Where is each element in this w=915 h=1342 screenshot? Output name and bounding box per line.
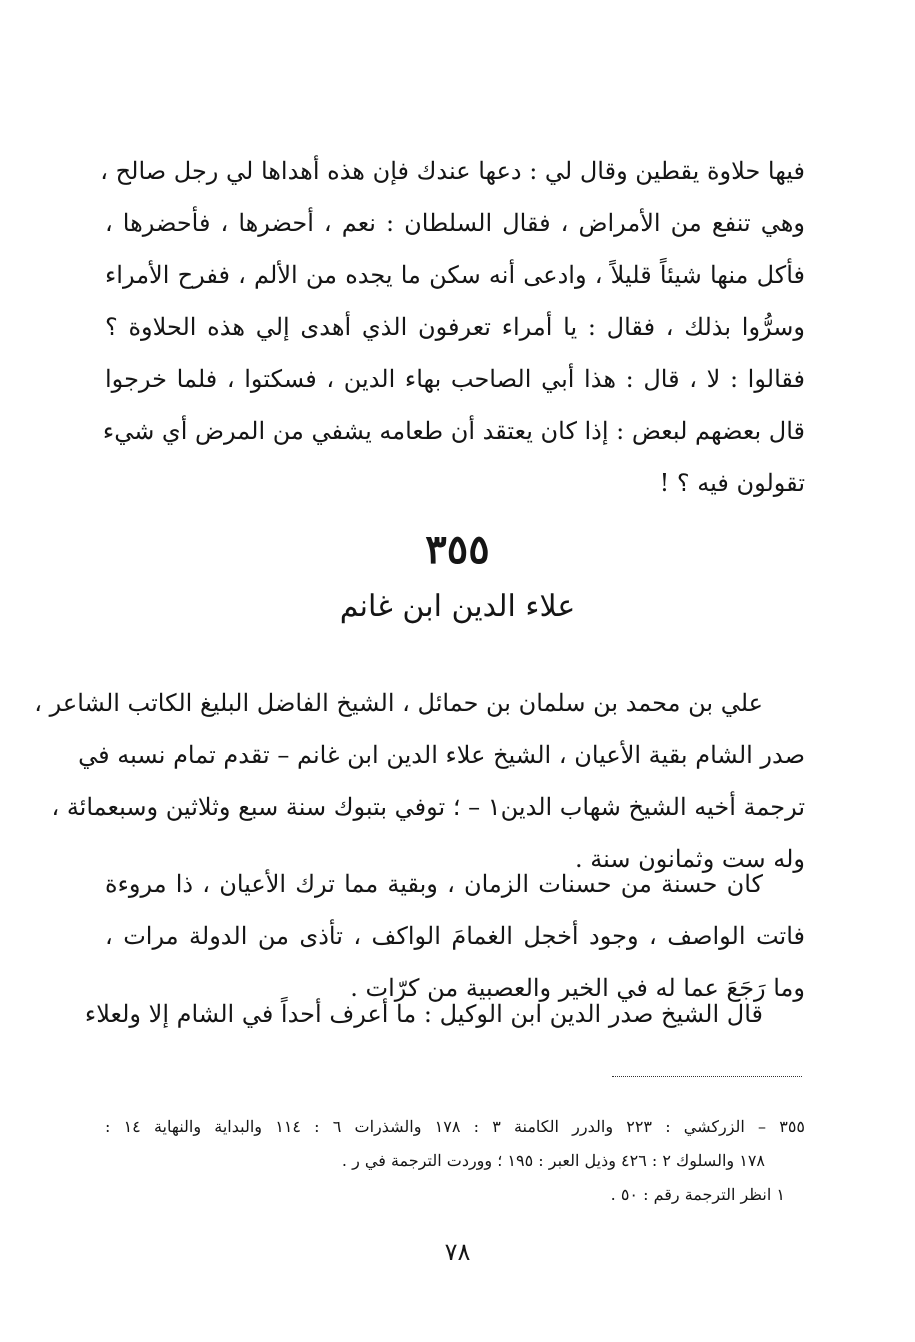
text-line: قال الشيخ صدر الدين ابن الوكيل : ما أعرف أحداً في الشام إلا ولعلاء: [84, 1000, 763, 1028]
text-line: تقولون فيه ؟ !: [659, 469, 805, 497]
text-line: قال بعضهم لبعض : إذا كان يعتقد أن طعامه يشفي من المرض أي شيء: [102, 417, 805, 445]
text-line: فأكل منها شيئاً قليلاً ، وادعى أنه سكن ما يجده من الألم ، ففرح الأمراء: [105, 261, 805, 289]
text-line: وله ست وثمانون سنة .: [575, 845, 805, 873]
entry-title: علاء الدين ابن غانم: [339, 589, 576, 624]
footnotes: [105, 1110, 805, 1212]
text-line: وهي تنفع من الأمراض ، فقال السلطان : نعم ، أحضرها ، فأحضرها ،: [105, 209, 805, 237]
biography-paragraph: [34, 677, 805, 885]
footnote-source-line: ١٧٨ والسلوك ٢ : ٤٢٦ وذيل العبر : ١٩٥ ؛ ووردت الترجمة في ر .: [341, 1151, 765, 1170]
text-line: علي بن محمد بن سلمان بن حمائل ، الشيخ الفاضل البليغ الكاتب الشاعر ،: [34, 689, 763, 717]
footnote-source-line: ٣٥٥ – الزركشي : ٢٢٣ والدرر الكامنة ٣ : ١٧٨ والشذرات ٦ : ١١٤ والبداية والنهاية ١٤ :: [105, 1117, 806, 1136]
entry-number: ٣٥٥: [425, 526, 490, 573]
footnote-note: ١ انظر الترجمة رقم : ٥٠ .: [610, 1185, 785, 1204]
quote-paragraph: [84, 988, 805, 1040]
text-line: فيها حلاوة يقطين وقال لي : دعها عندك فإن هذه أهداها لي رجل صالح ،: [100, 157, 805, 185]
text-line: كان حسنة من حسنات الزمان ، وبقية مما ترك الأعيان ، ذا مروءة: [105, 870, 763, 898]
footnote-separator: [612, 1076, 802, 1077]
continued-paragraph: [100, 145, 806, 509]
page-number: ٧٨: [444, 1238, 471, 1266]
text-line: فاتت الواصف ، وجود أخجل الغمامَ الواكف ، تأذى من الدولة مرات ،: [105, 922, 805, 950]
text-line: فقالوا : لا ، قال : هذا أبي الصاحب بهاء الدين ، فسكتوا ، فلما خرجوا: [105, 365, 805, 393]
text-line: صدر الشام بقية الأعيان ، الشيخ علاء الدين ابن غانم – تقدم تمام نسبه في: [78, 741, 805, 769]
text-line: ترجمة أخيه الشيخ شهاب الدين١ – ؛ توفي بتبوك سنة سبع وثلاثين وسبعمائة ،: [51, 793, 805, 821]
text-line: وسرُّوا بذلك ، فقال : يا أمراء تعرفون الذي أهدى إلي هذه الحلاوة ؟: [105, 313, 806, 341]
text-line: وما رَجَعَ عما له في الخير والعصبية من كرّات .: [350, 974, 805, 1002]
